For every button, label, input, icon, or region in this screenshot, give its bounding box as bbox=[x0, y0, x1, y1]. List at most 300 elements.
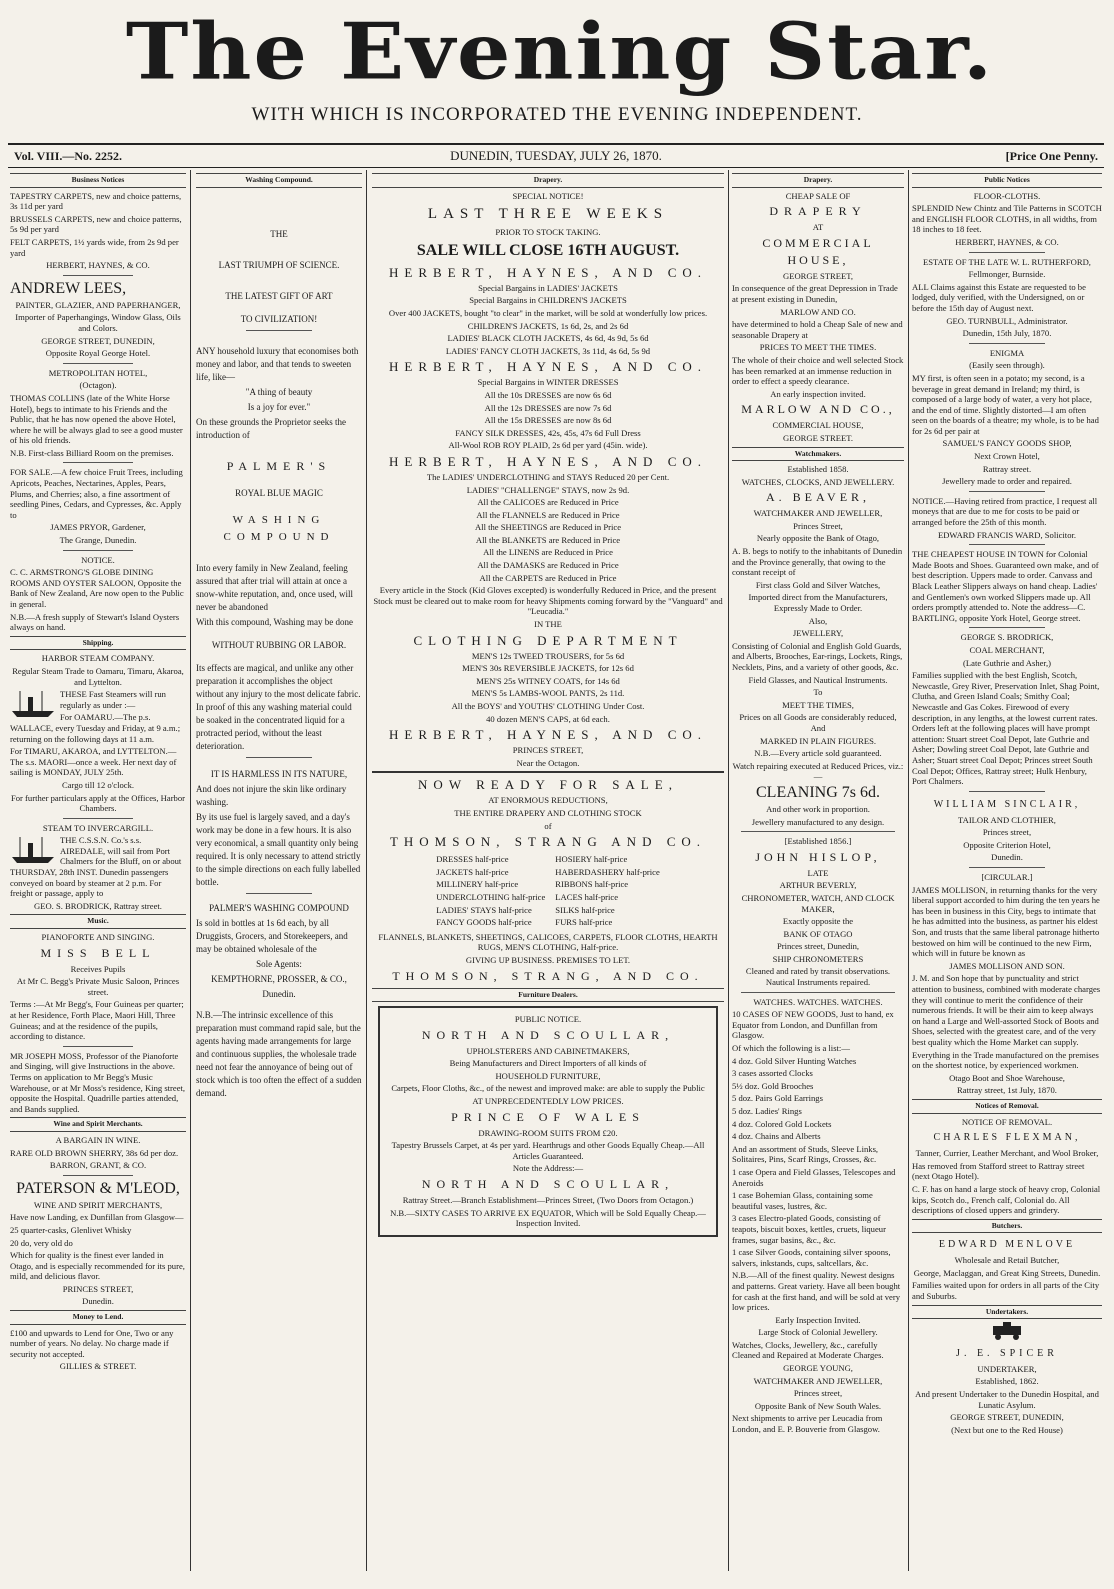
advert-line: Of which the following is a list:— bbox=[732, 1043, 850, 1054]
advert-line: Large Stock of Colonial Jewellery. bbox=[758, 1327, 878, 1338]
list-item: DRESSES half-price bbox=[436, 854, 509, 865]
advert-line: N.B.—A fresh supply of Stewart's Island Oysters always on hand. bbox=[10, 611, 180, 633]
advert-heading: STEAM TO INVERCARGILL. bbox=[42, 822, 154, 833]
advert-line: LATE bbox=[807, 867, 829, 878]
section-header: Drapery. bbox=[372, 173, 724, 188]
advert-line: WATCHMAKER AND JEWELLER, bbox=[753, 508, 883, 519]
advert-line: 25 quarter-casks, Glenlivet Whisky bbox=[10, 1224, 132, 1235]
advert-body: Is sold in bottles at 1s 6d each, by all Druggists, Grocers, and Storekeepers, and may be obtained wholesale of the bbox=[196, 917, 348, 954]
jackets-list bbox=[372, 283, 724, 357]
young-advert bbox=[732, 997, 904, 1435]
advert-line: N.B.—SIXTY CASES TO ARRIVE EX EQUATOR, Which will be Sold Equally Cheap.—Inspection Invited. bbox=[390, 1207, 706, 1229]
advert-body: ALL Claims against this Estate are requested to be lodged, duly verified, with the Undersigned, on or before the 15th day of August next. bbox=[912, 281, 1086, 313]
advert-line: TO CIVILIZATION! bbox=[240, 313, 318, 324]
list-item: 40 dozen MEN'S CAPS, at 6d each. bbox=[486, 713, 610, 724]
advert-body: MY first, is often seen in a potato; my second, is a beverage in great demand in Ireland; my third, is composed of a large body of water, a very hot place, and the end of time. Slightly distorted—I am often seen on the boards of a theatre; my whole, is to be had for 2s 6d per pair at bbox=[912, 372, 1099, 436]
advert-line: WATCHES, CLOCKS, AND JEWELLERY. bbox=[741, 476, 895, 487]
list-item: 5 doz. Ladies' Rings bbox=[732, 1106, 802, 1116]
column-rule bbox=[908, 170, 909, 1571]
list-item: LADIES' "CHALLENGE" STAYS, now 2s 9d. bbox=[466, 484, 630, 495]
advert-line: AT UNPRECEDENTEDLY LOW PRICES. bbox=[472, 1096, 624, 1107]
advert-line: GIVING UP BUSINESS. PREMISES TO LET. bbox=[465, 954, 631, 965]
firm-name: JAMES MOLLISON AND SON. bbox=[949, 960, 1065, 971]
firm-name: THOMSON, STRANG AND CO. bbox=[389, 834, 707, 850]
advert-line: Dunedin. bbox=[991, 852, 1023, 863]
firm-name: HERBERT, HAYNES, AND CO. bbox=[388, 453, 707, 469]
firm-name: A. BEAVER, bbox=[765, 490, 871, 505]
column-2 bbox=[196, 170, 362, 1571]
advert-line: Rattray Street.—Branch Establishment—Princes Street, (Two Doors from Octagon.) bbox=[402, 1195, 694, 1206]
advert-line: HOUSEHOLD FURNITURE, bbox=[495, 1070, 601, 1081]
firm-name: GEORGE S. BRODRICK, bbox=[960, 632, 1054, 643]
advert-line: GILLIES & STREET. bbox=[59, 1361, 137, 1372]
washing-compound-advert bbox=[196, 228, 362, 1100]
list-item: All the 10s DRESSES are now 6s 6d bbox=[484, 389, 612, 400]
advert-line: ROYAL BLUE MAGIC bbox=[235, 487, 323, 498]
advert-body: Consisting of Colonial and English Gold Guards, and Alberts, Brooches, Ear-rings, Lockets, Rings, Necklets, Pins, and a variety of other goods, &c. bbox=[732, 640, 903, 672]
advert-heading: PRINCE OF WALES bbox=[451, 1109, 645, 1124]
advert-line: Carpets, Floor Cloths, &c., of the newest and improved make: are able to supply the Public bbox=[391, 1083, 705, 1094]
advert-line: GEO. TURNBULL, Administrator. bbox=[946, 315, 1068, 326]
harbor-steam-advert bbox=[10, 653, 186, 813]
section-header: Furniture Dealers. bbox=[372, 988, 724, 1003]
fruit-trees-advert bbox=[10, 467, 186, 545]
advert-body: ANY household luxury that economises both money and labor, and that tends to sweeten life, like— bbox=[196, 345, 359, 382]
advert-line: SPECIAL NOTICE! bbox=[512, 190, 584, 201]
advert-line: PRICES TO MEET THE TIMES. bbox=[759, 342, 877, 353]
advert-heading: ENIGMA bbox=[989, 347, 1025, 358]
advert-body: In consequence of the great Depression in Trade at present existing in Dunedin, bbox=[732, 283, 898, 304]
advert-line: For TIMARU, AKAROA, and LYTTELTON.—The s.s. MAORI—once a week. Her next day of sailing is MONDAY, JULY 25th. bbox=[10, 746, 177, 778]
advert-line: AT bbox=[812, 222, 824, 233]
advert-line: Princes Street, bbox=[793, 520, 843, 531]
advert-line: GEORGE STREET. bbox=[782, 432, 854, 443]
advert-line: Princes street, bbox=[793, 1388, 843, 1399]
list-item: CHILDREN'S JACKETS, 1s 6d, 2s, and 2s 6d bbox=[467, 320, 629, 331]
advert-line: BARRON, GRANT, & CO. bbox=[49, 1160, 147, 1171]
advert-heading: ANDREW LEES, bbox=[10, 279, 127, 297]
steamship-icon bbox=[10, 835, 56, 865]
advert-body: By its use fuel is largely saved, and a day's work may be done in a few hours. It is also very economical, a small quantity only being required. It is only necessary to attend strictly to the simple directions on each fully labelled bottle. bbox=[196, 811, 361, 887]
advert-line: GEORGE STREET, DUNEDIN, bbox=[950, 1412, 1064, 1423]
advert-heading: CLOTHING DEPARTMENT bbox=[413, 632, 683, 648]
list-item: All the FLANNELS are Reduced in Price bbox=[476, 509, 620, 520]
advert-line: Jewellery manufactured to any design. bbox=[751, 816, 885, 827]
pianoforte-advert bbox=[10, 932, 186, 1042]
advert-body: FOR SALE.—A few choice Fruit Trees, including Apricots, Peaches, Nectarines, Apples, Pears, Plums, and Cherries; also, a fine assortment of seedling Pines, Cedars, and Cypresses, &c. Apply to bbox=[10, 467, 183, 520]
advert-line: Next shipments to arrive per Leucadia from London, and E. P. Bouverie from Glasgow. bbox=[732, 1413, 883, 1435]
hearse-icon bbox=[987, 1322, 1027, 1340]
dateline-rule bbox=[8, 167, 1104, 168]
advert-line: of bbox=[544, 820, 552, 831]
list-item: MILLINERY half-price bbox=[436, 879, 519, 890]
advert-line: 10 CASES OF NEW GOODS, Just to hand, ex Equator from London, and Dunfillan from Glasgow. bbox=[732, 1009, 894, 1041]
section-header: Washing Compound. bbox=[196, 173, 362, 188]
list-item: 4 doz. Gold Silver Hunting Watches bbox=[732, 1055, 857, 1066]
divider bbox=[969, 252, 1045, 253]
paterson-advert bbox=[10, 1180, 186, 1307]
advert-line: THE ENTIRE DRAPERY AND CLOTHING STOCK bbox=[454, 807, 642, 818]
column-5 bbox=[912, 170, 1102, 1571]
sinclair-advert bbox=[912, 796, 1102, 863]
list-item: All the CALICOES are Reduced in Price bbox=[477, 497, 619, 508]
advert-heading: WASHING COMPOUND bbox=[223, 513, 335, 543]
section-header: Money to Lend. bbox=[10, 1310, 186, 1325]
firm-name: THOMSON, STRANG, AND CO. bbox=[392, 968, 704, 983]
list-item: All the CARPETS are Reduced in Price bbox=[479, 572, 617, 583]
advert-heading: NOW READY FOR SALE, bbox=[418, 777, 678, 793]
beaver-advert bbox=[732, 464, 904, 827]
list-item: All the SHEETINGS are Reduced in Price bbox=[474, 522, 622, 533]
advert-line: TAILOR AND CLOTHIER, bbox=[958, 814, 1056, 825]
advert-line: JAMES PRYOR, Gardener, bbox=[50, 522, 146, 533]
advert-line: Prices on all Goods are considerably reduced, And bbox=[739, 712, 897, 733]
advert-heading: PATERSON & M'LEOD, bbox=[16, 1179, 180, 1197]
advert-heading: LAST THREE WEEKS bbox=[427, 206, 669, 223]
firm-name: MARLOW AND CO. bbox=[780, 306, 856, 317]
advert-line: GEORGE STREET, DUNEDIN, bbox=[41, 335, 155, 346]
marlow-advert bbox=[732, 191, 904, 444]
advert-heading: WATCHES. WATCHES. WATCHES. bbox=[753, 996, 883, 1007]
list-item: Special Bargains in CHILDREN'S JACKETS bbox=[469, 295, 627, 306]
advert-line: THE LATEST GIFT OF ART bbox=[225, 290, 333, 301]
advert-line: WITHOUT RUBBING OR LABOR. bbox=[211, 639, 347, 650]
half-price-list bbox=[372, 852, 724, 930]
advert-line: CHRONOMETER, WATCH, AND CLOCK MAKER, bbox=[741, 892, 895, 914]
list-item: MEN'S 25s WITNEY COATS, for 14s 6d bbox=[476, 675, 620, 686]
advert-line: MARKED IN PLAIN FIGURES. bbox=[759, 735, 877, 746]
firm-name: JOHN HISLOP, bbox=[755, 849, 881, 864]
advert-line: George, Maclaggan, and Great King Streets, Dunedin. bbox=[913, 1267, 1101, 1278]
advert-body: Its effects are magical, and unlike any other preparation it accomplishes the object without any injury to the most delicate fabric. In proof of this any washing material could be soaked in the concentrated liquid for a protracted period, without the least deterioration. bbox=[196, 662, 361, 751]
advert-line: [Established 1856.] bbox=[784, 836, 852, 847]
column-4 bbox=[732, 170, 904, 1571]
list-item: The LADIES' UNDERCLOTHING and STAYS Reduced 20 per Cent. bbox=[426, 471, 670, 482]
advert-line: Watch repairing executed at Reduced Prices, viz.:— bbox=[732, 760, 904, 782]
reduced-list bbox=[372, 497, 724, 583]
list-item: All-Wool ROB ROY PLAID, 2s 6d per yard (45in. wide). bbox=[448, 440, 648, 451]
list-item: All the LINENS are Reduced in Price bbox=[483, 547, 613, 558]
advert-line: Families waited upon for orders in all parts of the City and Suburbs. bbox=[912, 1280, 1100, 1302]
firm-name: GEORGE YOUNG, bbox=[783, 1363, 853, 1374]
divider bbox=[246, 330, 312, 331]
advert-line: PAINTER, GLAZIER, AND PAPERHANGER, bbox=[15, 299, 181, 310]
advert-body: The whole of their choice and well selected Stock has been remarked at an immense reduction in order to effect a speedy clearance. bbox=[732, 354, 904, 387]
hislop-advert bbox=[732, 836, 904, 988]
advert-line: Exactly opposite the bbox=[782, 916, 854, 927]
advert-line: ARTHUR BEVERLY, bbox=[779, 880, 857, 891]
section-header: Shipping. bbox=[10, 636, 186, 651]
advert-line: Imported direct from the Manufacturers, Expressly Made to Order. bbox=[748, 592, 888, 614]
list-item: MEN'S 30s REVERSIBLE JACKETS, for 12s 6d bbox=[462, 663, 634, 674]
divider bbox=[969, 791, 1045, 792]
section-header: Notices of Removal. bbox=[912, 1099, 1102, 1114]
carpets-advert bbox=[10, 191, 186, 271]
firm-name: EDWARD MENLOVE bbox=[938, 1239, 1076, 1251]
firm-name: J. E. SPICER bbox=[956, 1347, 1058, 1359]
list-item: MEN'S 12s TWEED TROUSERS, for 5s 6d bbox=[471, 650, 625, 661]
advert-line: Wholesale and Retail Butcher, bbox=[954, 1255, 1060, 1266]
advert-line: Note the Address:— bbox=[512, 1163, 584, 1174]
advert-line: IN THE bbox=[534, 619, 562, 630]
column-rule bbox=[728, 170, 729, 1571]
advert-line: GEO. S. BRODRICK, Rattray street. bbox=[34, 900, 162, 911]
advert-line: RARE OLD BROWN SHERRY, 38s 6d per doz. bbox=[10, 1147, 179, 1158]
list-item: 1 case Opera and Field Glasses, Telescopes and Aneroids bbox=[732, 1166, 896, 1188]
masthead bbox=[0, 0, 1114, 145]
advert-heading: COMMERCIAL HOUSE, bbox=[762, 235, 874, 267]
advert-line: Regular Steam Trade to Oamaru, Timaru, Akaroa, and Lyttelton. bbox=[12, 665, 184, 687]
advert-line: (Next but one to the Red House) bbox=[951, 1424, 1063, 1435]
advert-heading: [CIRCULAR.] bbox=[981, 872, 1033, 883]
advert-heading: METROPOLITAN HOTEL, bbox=[48, 367, 148, 378]
advert-line: For OAMARU.—The p.s. WALLACE, every Tuesday and Friday, at 9 a.m.; returning on the following days at 11 a.m. bbox=[10, 712, 181, 744]
firm-name: HERBERT, HAYNES, AND CO. bbox=[388, 727, 707, 743]
advert-body: Into every family in New Zealand, feeling assured that after trial will attain at once a snow-white reputation, and, once used, will never be abandoned bbox=[196, 562, 353, 612]
advert-line: For further particulars apply at the Offices, Harbor Chambers. bbox=[10, 792, 186, 814]
list-item: 1 case Bohemian Glass, containing some beautiful vases, lustres, &c. bbox=[732, 1190, 873, 1211]
advert-heading: DRAPERY bbox=[769, 204, 867, 219]
advert-line: BRUSSELS CARPETS, new and choice patterns, 5s 9d per yard bbox=[10, 213, 182, 235]
firm-name: NORTH AND SCOULLAR, bbox=[421, 1177, 675, 1192]
advert-line: Rattray street, 1st July, 1870. bbox=[957, 1085, 1057, 1096]
advert-line: On these grounds the Proprietor seeks the introduction of bbox=[196, 416, 346, 440]
firm-name: WILLIAM SINCLAIR, bbox=[933, 798, 1081, 810]
list-item: LADIES' STAYS half-price bbox=[436, 904, 532, 915]
menlove-advert bbox=[912, 1236, 1102, 1301]
list-item: LADIES' BLACK CLOTH JACKETS, 4s 6d, 4s 9d, 5s 6d bbox=[447, 333, 649, 344]
advert-body: Everything in the Trade manufactured on the premises on the shortest notice, by experienced workmen. bbox=[912, 1049, 1099, 1071]
list-item: HABERDASHERY half-price bbox=[555, 866, 660, 877]
advert-line: Sole Agents: bbox=[256, 958, 302, 969]
advert-line: Nearly opposite the Bank of Otago, bbox=[756, 533, 880, 544]
column-1 bbox=[10, 170, 186, 1571]
issue-price: [Price One Penny. bbox=[1005, 149, 1098, 163]
advert-line: N.B.—Every article sold guaranteed. bbox=[754, 748, 882, 759]
advert-line: (Octagon). bbox=[79, 380, 117, 391]
list-item: All the 15s DRESSES are now 8s 6d bbox=[484, 415, 612, 426]
moss-advert: MR JOSEPH MOSS, Professor of the Pianoforte and Singing, will give Instructions in the above. Terms on application to Mr Begg's Music Warehouse, or at Mr Moss's residence, King street, opposite the Hospital. Quadrille parties attended, and Bands supplied. bbox=[10, 1050, 186, 1114]
advert-line: The Grange, Dunedin. bbox=[59, 535, 137, 546]
advert-line: Also, bbox=[808, 615, 828, 626]
advert-line: And present Undertaker to the Dunedin Hospital, and Lunatic Asylum. bbox=[915, 1389, 1099, 1410]
advert-heading: ESTATE OF THE LATE W. L. RUTHERFORD, bbox=[923, 256, 1091, 267]
advert-line: (Easily seen through). bbox=[969, 360, 1045, 371]
advert-line: SAMUEL'S FANCY GOODS SHOP, bbox=[942, 438, 1072, 449]
advert-body: have determined to hold a Cheap Sale of new and seasonable Drapery at bbox=[732, 319, 903, 340]
advert-line: With this compound, Washing may be done bbox=[196, 616, 353, 627]
advert-line: Dunedin, 15th July, 1870. bbox=[962, 328, 1052, 339]
advert-line: THESE Fast Steamers will run regularly as under :— bbox=[60, 689, 166, 710]
advert-body: N.B.—All of the finest quality. Newest designs and patterns. Great variety. Have all been bought for cash at the first hand, and will be sold at very low prices. bbox=[732, 1270, 901, 1313]
list-item: SILKS half-price bbox=[555, 904, 615, 915]
advert-line: Fellmonger, Burnside. bbox=[968, 269, 1046, 280]
advert-body: A. B. begs to notify to the inhabitants of Dunedin and the Province generally, that owing to the constant receipt of bbox=[732, 546, 903, 578]
list-item: 1 case Silver Goods, containing silver spoons, salvers, inkstands, cups, saltcellars, &c. bbox=[732, 1247, 891, 1268]
advert-line: PRINCES STREET, bbox=[512, 745, 584, 756]
divider bbox=[969, 544, 1045, 545]
divider bbox=[969, 627, 1045, 628]
section-header: Wine and Spirit Merchants. bbox=[10, 1117, 186, 1132]
divider bbox=[63, 462, 133, 463]
list-item: LACES half-price bbox=[555, 891, 619, 902]
advert-heading: HARBOR STEAM COMPANY. bbox=[41, 653, 155, 664]
advert-line: AT ENORMOUS REDUCTIONS, bbox=[488, 795, 608, 806]
advert-line: And does not injure the skin like ordinary washing. bbox=[196, 783, 347, 807]
list-item: UNDERCLOTHING half-price bbox=[436, 891, 546, 902]
advert-heading: PALMER'S bbox=[226, 458, 332, 473]
advert-line: Importer of Paperhangings, Window Glass, Oils and Colors. bbox=[15, 312, 181, 333]
advert-heading: A BARGAIN IN WINE. bbox=[55, 1134, 141, 1145]
advert-line: Receives Pupils bbox=[70, 963, 126, 974]
advert-body: SPLENDID New Chintz and Tile Patterns in SCOTCH and ENGLISH FLOOR CLOTHS, in all widths, from 18 inches to 18 feet. bbox=[912, 203, 1102, 235]
advert-line: PALMER'S WASHING COMPOUND bbox=[209, 902, 349, 913]
advert-line: FELT CARPETS, 1½ yards wide, from 2s 9d per yard bbox=[10, 236, 179, 258]
firm-name: HERBERT, HAYNES, & CO. bbox=[955, 236, 1059, 247]
advert-line: SHIP CHRONOMETERS bbox=[772, 953, 864, 964]
advert-line: At Mr C. Begg's Private Music Saloon, Princes street. bbox=[16, 976, 180, 997]
divider bbox=[63, 1046, 133, 1047]
floor-cloths-advert bbox=[912, 191, 1102, 248]
spicer-advert bbox=[912, 1322, 1102, 1435]
advert-line: First class Gold and Silver Watches, bbox=[755, 579, 881, 590]
advert-body: FLANNELS, BLANKETS, SHEETINGS, CALICOES, CARPETS, FLOOR CLOTHS, HEARTH RUGS, MEN'S CLOTHING, Half-price. bbox=[378, 931, 718, 953]
hotel-advert bbox=[10, 368, 186, 459]
list-item: MEN'S 5s LAMBS-WOOL PANTS, 2s 11d. bbox=[471, 688, 625, 699]
advert-line: WINE AND SPIRIT MERCHANTS, bbox=[33, 1199, 163, 1210]
divider bbox=[63, 275, 133, 276]
advert-line: TAPESTRY CARPETS, new and choice patterns, 3s 11d per yard bbox=[10, 190, 182, 212]
flexman-notice bbox=[912, 1117, 1102, 1216]
steamship-icon bbox=[10, 689, 56, 719]
advert-line: DRAWING-ROOM SUITS FROM £20. bbox=[478, 1127, 618, 1138]
list-item: FURS half-price bbox=[555, 917, 613, 928]
stays-list bbox=[372, 472, 724, 495]
list-item: 5 doz. Pairs Gold Earrings bbox=[732, 1093, 823, 1104]
list-item: RIBBONS half-price bbox=[555, 879, 629, 890]
section-header: Business Notices bbox=[10, 173, 186, 188]
column-3 bbox=[372, 170, 724, 1571]
advert-body: Every article in the Stock (Kid Gloves excepted) is wonderfully Reduced in Price, and the present Stock must be cleared out to make room for heavy Shipments coming forward by the "Vanguard" and "Leucadia." bbox=[373, 585, 723, 617]
advert-heading: NOTICE OF REMOVAL. bbox=[961, 1116, 1053, 1127]
divider bbox=[969, 343, 1045, 344]
advert-line: KEMPTHORNE, PROSSER, & CO., bbox=[211, 973, 347, 984]
newspaper-title: The Evening Star. bbox=[125, 6, 995, 98]
advert-line: Near the Octagon. bbox=[516, 757, 580, 768]
divider bbox=[63, 363, 133, 364]
section-header: Public Notices bbox=[912, 173, 1102, 188]
advert-body: NOTICE.—Having retired from practice, I request all moneys that are due to me for costs to be paid or arranged before the 25th of this month. bbox=[912, 495, 1098, 528]
advert-line: WATCHMAKER AND JEWELLER, bbox=[753, 1375, 883, 1386]
invercargill-advert bbox=[10, 823, 186, 912]
divider bbox=[246, 757, 312, 758]
rutherford-estate-notice bbox=[912, 257, 1102, 339]
section-header: Undertakers. bbox=[912, 1305, 1102, 1320]
list-item: 4 doz. Chains and Alberts bbox=[732, 1131, 821, 1142]
firm-name: CHARLES FLEXMAN, bbox=[933, 1132, 1081, 1144]
section-header: Music. bbox=[10, 914, 186, 929]
divider bbox=[969, 491, 1045, 492]
bartling-advert: THE CHEAPEST HOUSE IN TOWN for Colonial Made Boots and Shoes. Guaranteed own make, and of best description. Uppers made to order. Canvass and Black Leather Slippers always on hand cheap. Ladies' and Gentlemen's own worked Slippers made up. All orders promptly attended to. Note the address—C. BARTLING, opposite York Hotel, George street. bbox=[912, 549, 1099, 623]
money-advert bbox=[10, 1328, 186, 1372]
list-item: 5½ doz. Gold Brooches bbox=[732, 1080, 814, 1091]
list-item: FANCY GOODS half-price bbox=[436, 917, 532, 928]
divider bbox=[246, 893, 312, 894]
advert-line: Otago Boot and Shoe Warehouse, bbox=[949, 1072, 1065, 1083]
advert-line: Watches, Clocks, Jewellery, &c., carefully Cleaned and Repaired at Moderate Charges. bbox=[732, 1339, 884, 1361]
volume-number: Vol. VIII.—No. 2252. bbox=[14, 149, 123, 163]
advert-line: THE bbox=[270, 228, 288, 239]
firm-name: HERBERT, HAYNES, AND CO. bbox=[388, 264, 707, 280]
advert-line: Dunedin. bbox=[262, 988, 296, 999]
firm-name: MARLOW AND CO., bbox=[741, 402, 895, 417]
list-item: 4 doz. Colored Gold Lockets bbox=[732, 1118, 832, 1129]
advert-body: C. F. has on hand a large stock of heavy crop, Colonial kips, Scotch do., French calf, Colonial do. All descriptions of closed uppers and grindery. bbox=[912, 1183, 1101, 1216]
advert-line: Cleaned and rated by transit observations. Nautical Instruments repaired. bbox=[745, 966, 891, 988]
armstrong-advert bbox=[10, 555, 186, 633]
sherry-advert bbox=[10, 1135, 186, 1171]
advert-body: JAMES MOLLISON, in returning thanks for the very liberal support accorded to him during the ten years he has been in business in this City, begs to intimate that he has admitted into the business, as partner his eldest Son, and trusts that the same liberal patronage hitherto bestowed on him will be continued to the new Firm, which will in future be known as bbox=[912, 884, 1100, 959]
advert-line: Tapestry Brussels Carpet, at 4s per yard. Hearthrugs and other Goods Equally Cheap.—All Articles Guaranteed. bbox=[391, 1140, 705, 1161]
advert-heading: PUBLIC NOTICE. bbox=[514, 1014, 582, 1025]
advert-line: CHEAP SALE OF bbox=[785, 190, 851, 201]
advert-line: Rattray street. bbox=[982, 463, 1032, 474]
advert-line: Has removed from Stafford street to Rattray street (next Otago Hotel). bbox=[912, 1160, 1085, 1182]
lees-advert bbox=[10, 280, 186, 359]
dateline bbox=[8, 147, 1104, 167]
column-rule bbox=[366, 170, 367, 1571]
advert-body: Families supplied with the best English, Scotch, Newcastle, Grey River, Preservation Inlet, Shag Point, Clutha, and Green Island Coals; Smithy Coal; Newcastle and Gas Cokes. Firewood of every description, in any lengths, at the lowest current rates. Orders left at the following places will have prompt attention: Stuart street Coal Depot, late Guthrie and Asher; Dowling street Coal Depot, late Guthrie and Asher; Stuart street Coal Depot; Princes street South Coal Depot; Offices, Rattray street; Hulk Henbury, Port Chalmers. bbox=[912, 670, 1100, 787]
list-item: 3 cases assorted Clocks bbox=[732, 1068, 813, 1079]
advert-line: Princes street, Dunedin, bbox=[776, 941, 860, 952]
divider bbox=[63, 1175, 133, 1176]
advert-line: Cargo till 12 o'clock. bbox=[61, 779, 135, 790]
advert-line: (Late Guthrie and Asher,) bbox=[963, 657, 1051, 668]
list-item: Over 400 JACKETS, bought "to clear" in the market, will be sold at wonderfully low prices. bbox=[388, 307, 708, 318]
advert-heading: PIANOFORTE AND SINGING. bbox=[41, 932, 155, 943]
advert-line: Established 1858. bbox=[787, 464, 849, 475]
advert-heading: CLEANING 7s 6d. bbox=[756, 783, 880, 801]
list-item: 3 cases Electro-plated Goods, consisting of teapots, biscuit boxes, kettles, cruets, liqueur frames, sugar basins, &c., &c. bbox=[732, 1213, 886, 1245]
advert-heading: FLOOR-CLOTHS. bbox=[973, 190, 1041, 201]
advert-line: Being Manufacturers and Direct Importers of all kinds of bbox=[449, 1058, 647, 1069]
advert-heading: NOTICE. bbox=[81, 554, 115, 565]
mollison-circular bbox=[912, 872, 1102, 1096]
divider bbox=[741, 831, 896, 832]
advert-line: PRINCES STREET, bbox=[62, 1283, 134, 1294]
firm-name: HERBERT, HAYNES, AND CO. bbox=[388, 359, 707, 375]
mens-list bbox=[372, 651, 724, 725]
advert-line: 20 do, very old do bbox=[10, 1237, 73, 1248]
advert-heading: SALE WILL CLOSE 16TH AUGUST. bbox=[416, 241, 680, 259]
newspaper-subtitle: WITH WHICH IS INCORPORATED THE EVENING INDEPENDENT. bbox=[251, 104, 863, 125]
advert-line: GEORGE STREET, bbox=[782, 270, 854, 281]
advert-line: Early Inspection Invited. bbox=[775, 1314, 861, 1325]
advert-line: Next Crown Hotel, bbox=[974, 451, 1040, 462]
advert-body: C. C. ARMSTRONG'S GLOBE DINING ROOMS AND OYSTER SALOON, Opposite the Bank of New Zealand, Are now open to the Public in general. bbox=[10, 567, 184, 609]
advert-line: Established, 1862. bbox=[975, 1376, 1039, 1387]
advert-body: THE C.S.S.N. Co.'s s.s. AIREDALE, will sail from Port Chalmers for the Bluff, on or about THURSDAY, 28th INST. Dunedin passengers conveyed on board by steamer at 2 p.m. For freight or passage, apply to bbox=[10, 835, 182, 899]
list-item: Special Bargains in WINTER DRESSES bbox=[477, 377, 619, 388]
firm-name: NORTH AND SCOULLAR, bbox=[421, 1027, 675, 1042]
advert-line: IT IS HARMLESS IN ITS NATURE, bbox=[210, 768, 348, 779]
advert-line: N.B. First-class Billiard Room on the premises. bbox=[10, 447, 174, 458]
list-item: HOSIERY half-price bbox=[555, 854, 628, 865]
top-rule bbox=[8, 143, 1104, 145]
advert-line: Field Glasses, and Nautical Instruments. bbox=[748, 674, 888, 685]
advert-signature: HERBERT, HAYNES, & CO. bbox=[46, 260, 150, 271]
advert-line: Princes street, bbox=[982, 827, 1032, 838]
